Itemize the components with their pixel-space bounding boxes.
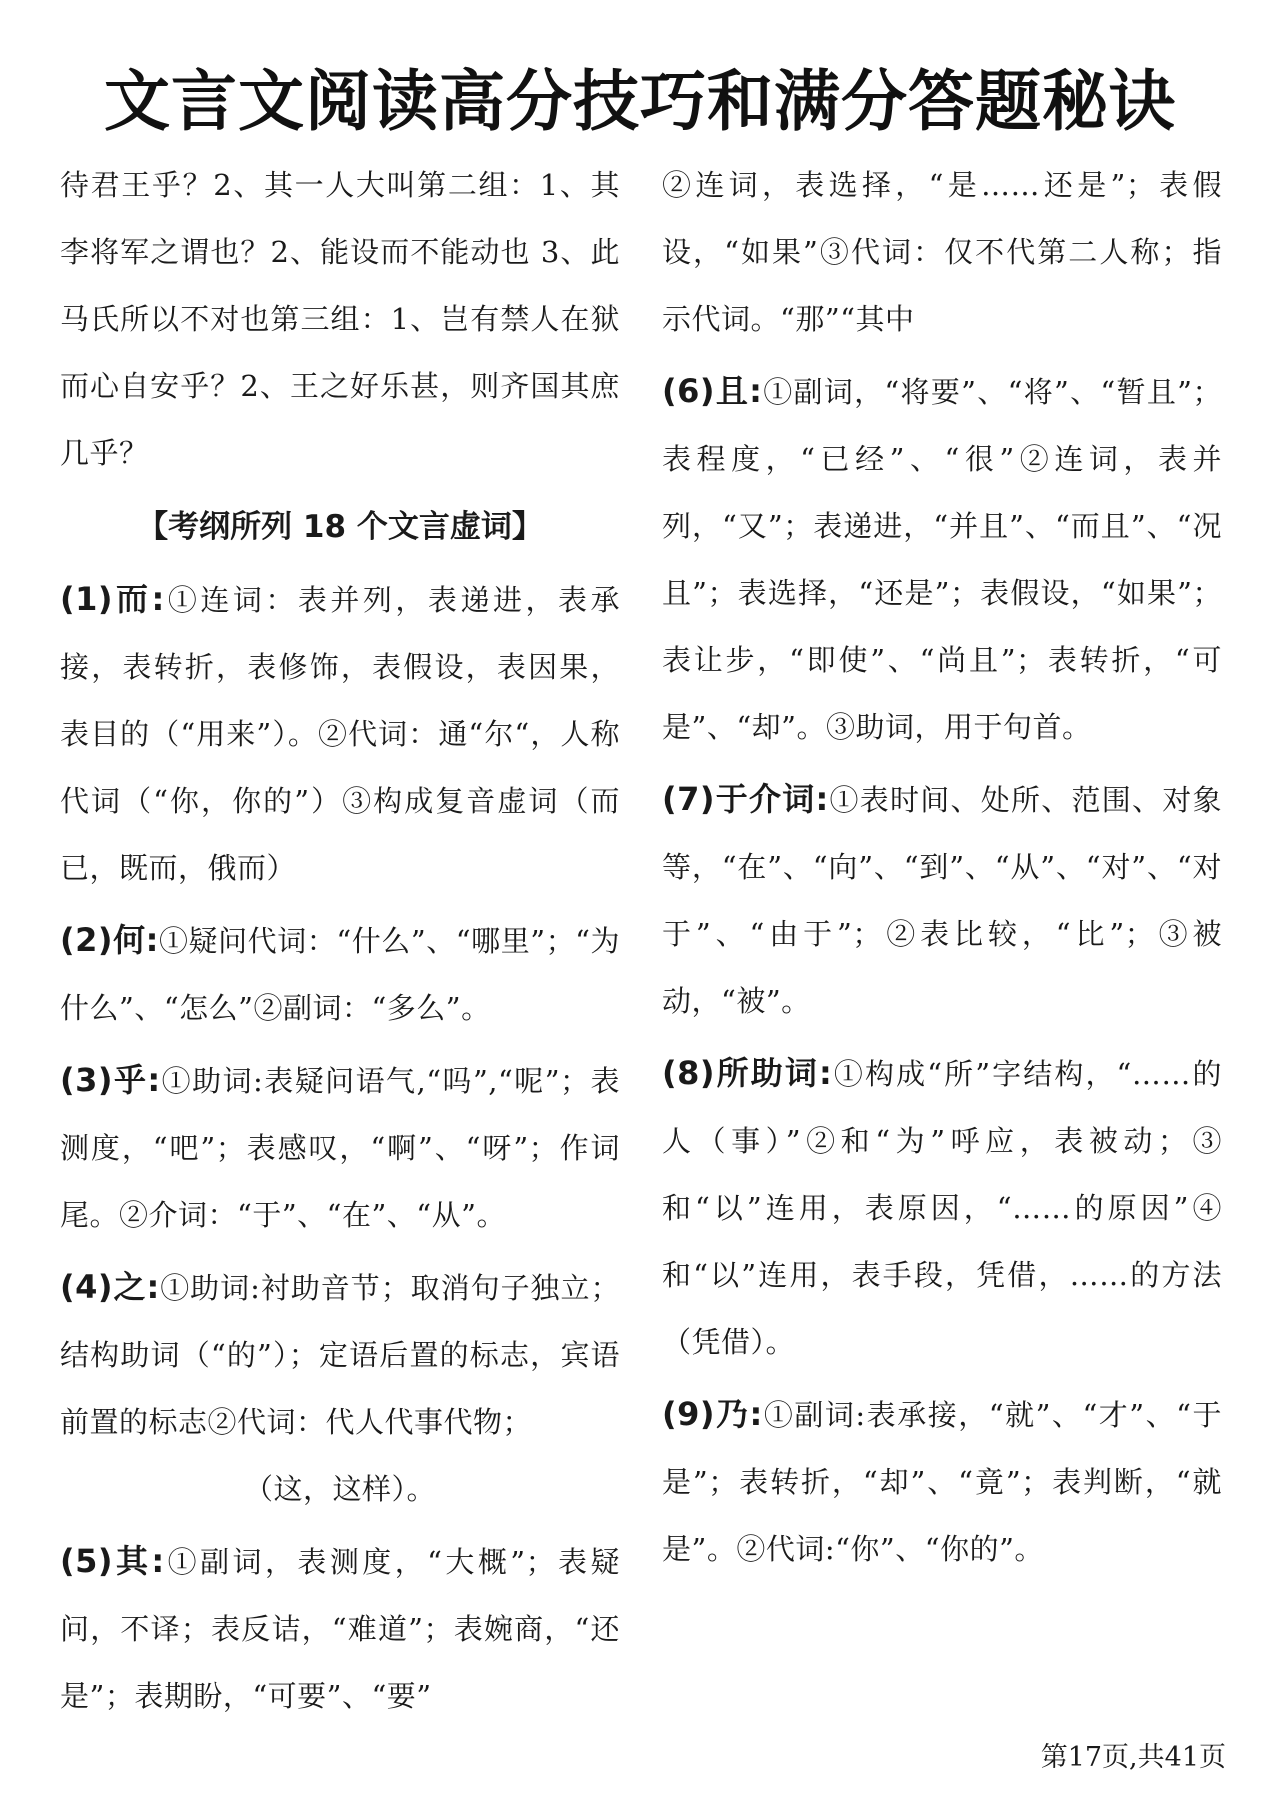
entry-term: (6)且:	[662, 372, 763, 410]
entry-tail: （这，这样）。	[243, 1472, 436, 1506]
entry-text: ①构成“所”字结构，“……的人（事）”②和“为”呼应，表被动；③和“以”连用，表原因，“……的原因”④和“以”连用，表手段，凭借，……的方法（凭借）。	[662, 1057, 1222, 1359]
entry-text: ①副词，“将要”、“将”、“暂且”；表程度，“已经”、“很”②连词，表并列，“又”；表递进，“并且”、“而且”、“况且”；表选择，“还是”；表假设，“如果”；表让步，“即使”、“尚且”；表转折，“可是”、“却”。③助词，用于句首。	[662, 375, 1222, 744]
intro-paragraph: 待君王乎？2、其一人大叫第二组：1、其李将军之谓也？2、能设而不能动也 3、此马氏所以不对也第三组：1、岂有禁人在狱而心自安乎？2、王之好乐甚，则齐国其庶几乎？	[60, 168, 620, 470]
page-number: 第17页,共41页	[1040, 1742, 1226, 1773]
entry-text: ①疑问代词：“什么”、“哪里”；“为什么”、“怎么”②副词：“多么”。	[60, 924, 620, 1025]
entry-he	[60, 907, 620, 1042]
entry-qie	[662, 358, 1222, 761]
entry-term: (5)其:	[60, 1542, 165, 1580]
entry-term: (2)何:	[60, 921, 159, 959]
continuation-paragraph: ②连词，表选择，“是……还是”；表假设，“如果”③代词：仅不代第二人称；指示代词。“那”“其中	[662, 168, 1222, 336]
entry-suo	[662, 1040, 1222, 1376]
left-column	[60, 152, 620, 1735]
entry-term: (3)乎:	[60, 1061, 161, 1099]
entry-text: ①连词：表并列，表递进，表承接，表转折，表修饰，表假设，表因果，表目的（“用来”）。②代词：通“尔“，人称代词（“你，你的”）③构成复音虚词（而已，既而，俄而）	[60, 583, 620, 885]
entry-term: (4)之:	[60, 1268, 160, 1306]
entry-term: (8)所助词:	[662, 1054, 833, 1092]
entry-zhi	[60, 1254, 620, 1523]
entry-qi	[60, 1528, 620, 1730]
entry-text: ①表时间、处所、范围、对象等，“在”、“向”、“到”、“从”、“对”、“对于”、“由于”；②表比较，“比”；③被动，“被”。	[662, 783, 1222, 1018]
right-column	[662, 152, 1222, 1588]
section-heading: 【考纲所列 18 个文言虚词】	[137, 509, 543, 545]
entry-term: (9)乃:	[662, 1395, 763, 1433]
entry-text: ①助词:衬助音节；取消句子独立；结构助词（“的”）；定语后置的标志，宾语前置的标志②代词：代人代事代物；	[60, 1271, 620, 1439]
page-title: 文言文阅读高分技巧和满分答题秘诀	[104, 63, 1176, 140]
entry-text: ①副词:表承接，“就”、“才”、“于是”；表转折，“却”、“竟”；表判断，“就是”。②代词:“你”、“你的”。	[662, 1398, 1222, 1566]
entry-term: (7)于介词:	[662, 780, 829, 818]
entry-text: ①副词，表测度，“大概”；表疑问，不译；表反诘，“难道”；表婉商，“还是”；表期盼，“可要”、“要”	[60, 1545, 620, 1713]
entry-er	[60, 566, 620, 902]
entry-hu	[60, 1047, 620, 1249]
entry-term: (1)而:	[60, 580, 165, 618]
entry-nai	[662, 1381, 1222, 1583]
entry-yu	[662, 766, 1222, 1035]
entry-text: ①助词:表疑问语气,“吗”,“呢”；表测度，“吧”；表感叹，“啊”、“呀”；作词尾。②介词：“于”、“在”、“从”。	[60, 1064, 620, 1232]
